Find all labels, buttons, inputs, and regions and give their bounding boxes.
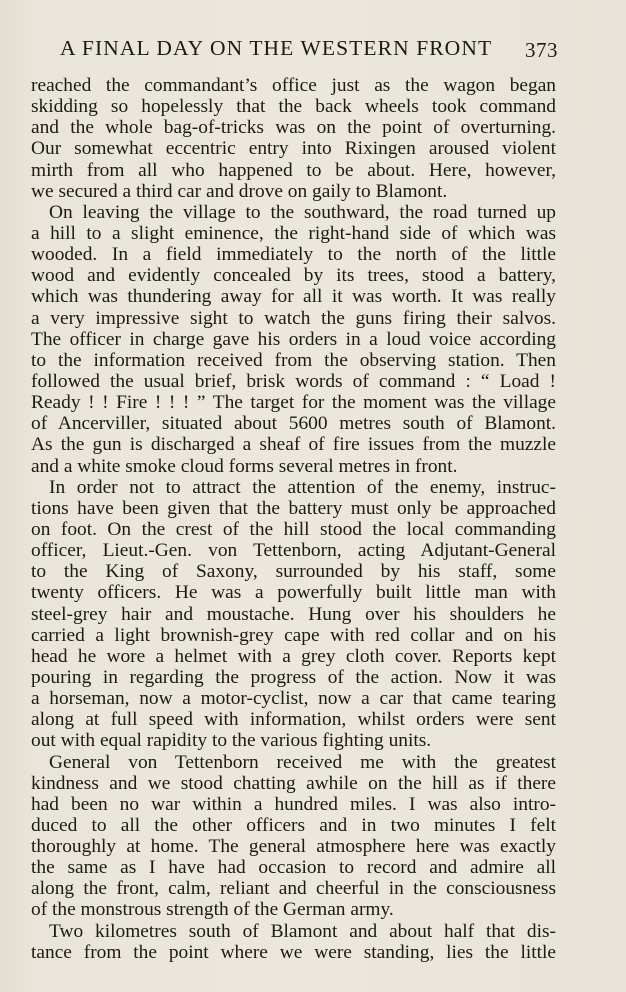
text-line: Ready ! ! Fire ! ! ! ” The target for the moment was the village (31, 392, 556, 414)
text-line: along the front, calm, reliant and cheerful in the consciousness (31, 878, 556, 900)
text-line: twenty officers. He was a powerfully built little man with (31, 582, 556, 604)
text-line: mirth from all who happened to be about. Here, however, (31, 159, 556, 181)
text-line: a very impressive sight to watch the guns firing their salvos. (31, 307, 556, 329)
text-line: In order not to attract the attention of the enemy, instruc- (49, 476, 556, 498)
text-line: thoroughly at home. The general atmosphere here was exactly (31, 836, 556, 858)
text-line: skidding so hopelessly that the back wheels took command (31, 96, 556, 118)
text-line: wooded. In a field immediately to the north of the little (31, 244, 556, 266)
body-text (31, 75, 556, 963)
text-line: of the monstrous strength of the German army. (31, 899, 394, 921)
text-line: to the King of Saxony, surrounded by his staff, some (31, 561, 556, 583)
text-line: kindness and we stood chatting awhile on the hill as if there (31, 772, 556, 794)
text-line: the same as I have had occasion to record and admire all (31, 857, 556, 879)
text-line: As the gun is discharged a sheaf of fire issues from the muzzle (31, 434, 556, 456)
text-line: a horseman, now a motor-cyclist, now a car that came tearing (31, 688, 556, 710)
text-line: along at full speed with information, whilst orders were sent (31, 709, 556, 731)
text-line: on foot. On the crest of the hill stood the local commanding (31, 518, 556, 540)
text-line: carried a light brownish-grey cape with red collar and on his (31, 624, 556, 646)
text-line: reached the commandant’s office just as the wagon began (31, 75, 556, 96)
page-header (60, 36, 560, 66)
text-line: and the whole bag-of-tricks was on the point of overturning. (31, 117, 556, 139)
text-line: steel-grey hair and moustache. Hung over his shoulders he (31, 603, 556, 625)
running-title: A FINAL DAY ON THE WESTERN FRONT (60, 36, 493, 60)
text-line: and a white smoke cloud forms several metres in front. (31, 455, 458, 477)
text-line: a hill to a slight eminence, the right-hand side of which was (31, 222, 556, 244)
page-number: 373 (525, 38, 558, 62)
text-line: tions have been given that the battery must only be approached (31, 497, 556, 519)
text-line: tance from the point where we were standing, lies the little (31, 941, 556, 963)
text-line: pouring in regarding the progress of the action. Now it was (31, 666, 556, 688)
text-line: to the information received from the observing station. Then (31, 349, 556, 371)
text-line: of Ancerviller, situated about 5600 metres south of Blamont. (31, 413, 556, 435)
text-line: duced to all the other officers and in two minutes I felt (31, 814, 556, 836)
text-line: General von Tettenborn received me with the greatest (49, 751, 556, 773)
text-line: followed the usual brief, brisk words of command : “ Load ! (31, 370, 556, 392)
text-line: wood and evidently concealed by its trees, stood a battery, (31, 265, 556, 287)
text-line: which was thundering away for all it was worth. It was really (31, 286, 556, 308)
text-line: officer, Lieut.-Gen. von Tettenborn, acting Adjutant-General (31, 540, 556, 562)
text-line: had been no war within a hundred miles. I was also intro- (31, 793, 556, 815)
text-line: we secured a third car and drove on gaily to Blamont. (31, 180, 448, 202)
text-line: On leaving the village to the southward, the road turned up (49, 201, 556, 223)
text-line: out with equal rapidity to the various fighting units. (31, 730, 432, 752)
text-line: Our somewhat eccentric entry into Rixingen aroused violent (31, 138, 556, 160)
text-line: The officer in charge gave his orders in a loud voice according (31, 328, 556, 350)
text-line: Two kilometres south of Blamont and about half that dis- (49, 920, 556, 942)
text-line: head he wore a helmet with a grey cloth cover. Reports kept (31, 645, 556, 667)
